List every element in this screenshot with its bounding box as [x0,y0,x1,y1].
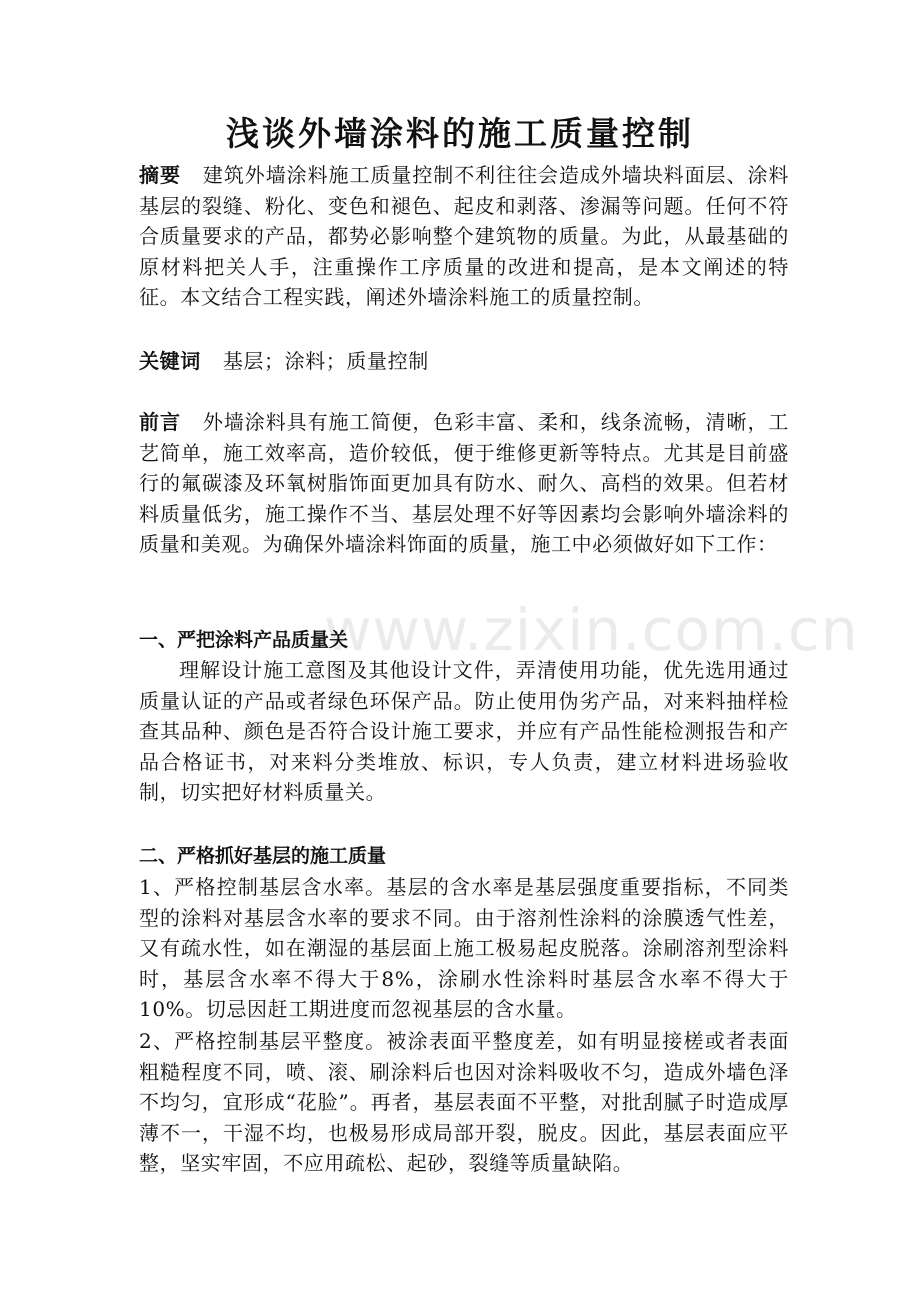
preface-text: 外墙涂料具有施工简便，色彩丰富、柔和，线条流畅，清晰，工艺简单，施工效率高，造价较低，便于维修更新等特点。尤其是目前盛行的氟碳漆及环氧树脂饰面更加具有防水、耐久、高档的效果。但若材料质量低劣，施工操作不当、基层处理不好等因素均会影响外墙涂料的质量和美观。为确保外墙涂料饰面的质量，施工中必须做好如下工作： [139,410,789,556]
section2-item2: 2、严格控制基层平整度。被涂表面平整度差，如有明显接槎或者表面粗糙程度不同，喷、滚、刷涂料后也因对涂料吸收不匀，造成外墙色泽不均匀，宜形成“花脸”。再者，基层表面不平整，对批刮腻子时造成厚薄不一，干湿不均，也极易形成局部开裂，脱皮。因此，基层表面应平整，坚实牢固，不应用疏松、起砂，裂缝等质量缺陷。 [139,1029,789,1175]
keywords-text: 基层；涂料；质量控制 [222,349,429,373]
section2-item1: 1、严格控制基层含水率。基层的含水率是基层强度重要指标，不同类型的涂料对基层含水率的要求不同。由于溶剂性涂料的涂膜透气性差，又有疏水性，如在潮湿的基层面上施工极易起皮脱落。涂刷溶剂型涂料时，基层含水率不得大于8%，涂刷水性涂料时基层含水率不得大于10%。切忌因赶工期进度而忽视基层的含水量。 [139,875,789,1021]
abstract-label: 摘要 [139,163,181,187]
preface-paragraph [139,407,789,560]
keywords-label: 关键词 [139,349,201,373]
watermark: www.zixin.com.cn [324,596,859,664]
abstract-paragraph [139,160,789,313]
preface-label: 前言 [139,410,181,434]
document-title: 浅谈外墙涂料的施工质量控制 [226,114,694,153]
section1-paragraph: 理解设计施工意图及其他设计文件，弄清使用功能，优先选用通过质量认证的产品或者绿色环保产品。防止使用伪劣产品，对来料抽样检查其品种、颜色是否符合设计施工要求，并应有产品性能检测报告和产品合格证书，对来料分类堆放、标识，专人负责，建立材料进场验收制，切实把好材料质量关。 [139,658,789,804]
section1-heading: 一、严把涂料产品质量关 [139,629,349,651]
keywords-paragraph [139,346,789,377]
section2-heading: 二、严格抓好基层的施工质量 [139,845,387,867]
abstract-text: 建筑外墙涂料施工质量控制不利往往会造成外墙块料面层、涂料基层的裂缝、粉化、变色和褪色、起皮和剥落、渗漏等问题。任何不符合质量要求的产品，都势必影响整个建筑物的质量。为此，从最基础的原材料把关人手，注重操作工序质量的改进和提高，是本文阐述的特征。本文结合工程实践，阐述外墙涂料施工的质量控制。 [139,163,789,309]
